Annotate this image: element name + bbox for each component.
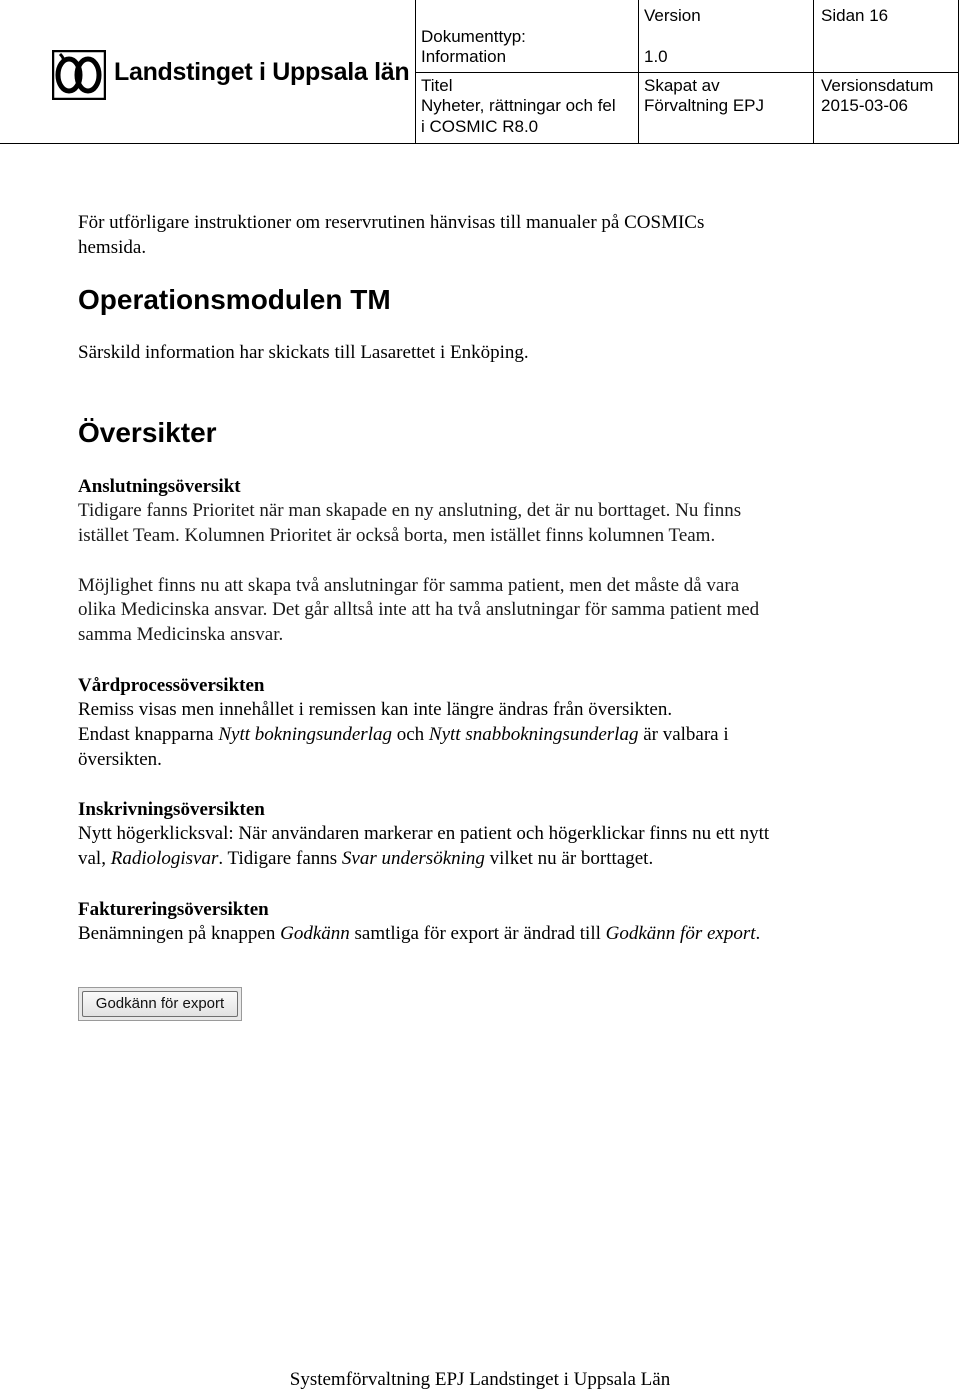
organization-logo — [52, 50, 410, 102]
organization-name: Landstinget i Uppsala län — [114, 58, 410, 86]
operation-text: Särskild information har skickats till Lasarettet i Enköping. — [78, 342, 529, 363]
subheading-vardprocess: Vårdprocessöversikten — [78, 675, 265, 696]
subheading-anslutning: Anslutningsöversikt — [78, 476, 241, 497]
approve-for-export-button[interactable]: Godkänn för export — [82, 991, 238, 1017]
page-number: Sidan 16 — [821, 6, 889, 25]
landsting-logo-icon — [52, 50, 106, 100]
doctype-label: Dokumenttyp: — [421, 27, 526, 46]
header-divider — [415, 72, 958, 73]
vardprocess-text-line1: Remiss visas men innehållet i remissen kan inte längre ändras från översikten. — [78, 699, 673, 720]
anslutning-text-line1: Tidigare fanns Prioritet när man skapade en ny anslutning, det är nu borttaget. Nu finns — [78, 500, 742, 521]
intro-text-line2: hemsida. — [78, 237, 147, 258]
vardprocess-text-line2: Endast knapparna Nytt bokningsunderlag och Nytt snabbokningsunderlag är valbara i — [78, 724, 729, 745]
anslutning-text-line5: samma Medicinska ansvar. — [78, 624, 284, 645]
created-by-label: Skapat av — [644, 76, 720, 95]
section-heading-operation: Operationsmodulen TM — [78, 284, 391, 315]
page-footer: Systemförvaltning EPJ Landstinget i Uppsala Län — [289, 1369, 671, 1390]
title-value-line2: i COSMIC R8.0 — [421, 117, 539, 136]
subheading-inskrivning: Inskrivningsöversikten — [78, 799, 265, 820]
version-date-label: Versionsdatum — [821, 76, 934, 95]
title-value-line1: Nyheter, rättningar och fel — [421, 96, 616, 115]
anslutning-text-line3: Möjlighet finns nu att skapa två anslutningar för samma patient, men det måste då vara — [78, 575, 740, 596]
anslutning-text-line4: olika Medicinska ansvar. Det går alltså inte att ha två anslutningar för samma patient med — [78, 599, 760, 620]
anslutning-text-line2: istället Team. Kolumnen Prioritet är också borta, men istället finns kolumnen Team. — [78, 525, 716, 546]
fakturering-text-line1: Benämningen på knappen Godkänn samtliga för export är ändrad till Godkänn för export. — [78, 923, 761, 944]
intro-text-line1: För utförligare instruktioner om reservrutinen hänvisas till manualer på COSMICs — [78, 212, 705, 233]
button-screenshot — [78, 987, 242, 1021]
document-header — [0, 0, 959, 144]
doctype-value: Information — [421, 47, 507, 66]
created-by-value: Förvaltning EPJ — [644, 96, 764, 115]
version-value: 1.0 — [644, 47, 668, 66]
inskrivning-text-line2: val, Radiologisvar. Tidigare fanns Svar undersökning vilket nu är borttaget. — [78, 848, 654, 869]
version-date-value: 2015-03-06 — [821, 96, 908, 115]
inskrivning-text-line1: Nytt högerklicksval: När användaren markerar en patient och högerklickar finns nu ett nytt — [78, 823, 770, 844]
title-label: Titel — [421, 76, 453, 95]
vardprocess-text-line3: översikten. — [78, 749, 162, 770]
subheading-fakturering: Faktureringsöversikten — [78, 899, 269, 920]
section-heading-overviews: Översikter — [78, 417, 217, 448]
version-label: Version — [644, 6, 701, 25]
